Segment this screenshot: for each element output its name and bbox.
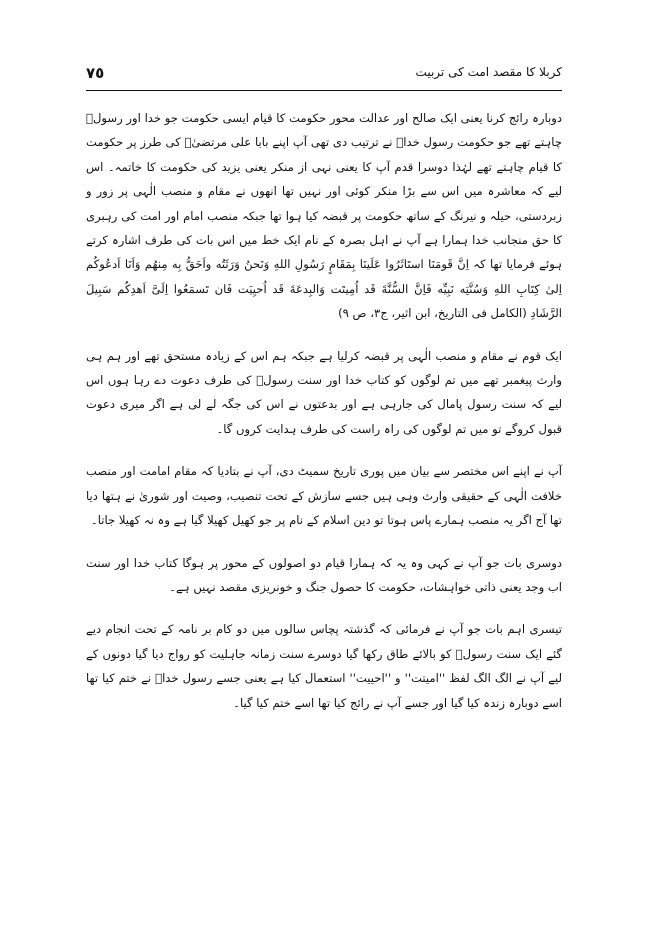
paragraph-3: [86, 459, 562, 532]
page-number: ٧٥: [86, 64, 105, 82]
paragraph-4: [86, 551, 562, 600]
paragraph-5: [86, 617, 562, 715]
header-divider: [86, 90, 562, 91]
citation: (الکامل فی التاریخ، ابن اثیر، ج۳، ص ۹): [338, 306, 527, 321]
paragraph-text: آپ نے اپنے اس مختصر سے بیان میں پوری تاریخ سمیٹ دی، آپ نے بتادیا کہ مقام امامت اور منصب خلافت الٰہی کے حقیقی وارث وہی ہیں جسے سازش کے تحت تنصیب، وصیت اور شوریٰ نے ہتھا دیا تھا آج اگر یہ منصب ہمارے پاس ہوتا تو دین اسلام کے نام پر جو کھیل کھیلا گیا ہے وہ نہ کھیلا جاتا۔: [86, 464, 562, 528]
arabic-quote: اِنَّ قَومَنَا استَاثَرُوا عَلَینَا بِمَقَامٍ رَسُولِ اللهِ وَنَحنُ وَرَثَتُه واَحَقُّ بِه مِنهُم وَاَنَا اَدعُوکُم اِلیٰ کِتَابِ اللهِ وَسُنَّتِه نَبِیِّه فَاِنَّ السُّنَّةَ قَد اُمِیتَت وَالبِدعَةَ قَد اُحیِیَت فَان تَسمَعُوا اِلَیَّ اَهدِکُم سَبِیلَ الرَّشَادِ: [86, 257, 562, 321]
page-body: [86, 106, 562, 733]
paragraph-text: ایک قوم نے مقام و منصب الٰہی پر قبضہ کرلیا ہے جبکہ ہم اس کے زیادہ مستحق تھے اور ہم ہی وارث پیغمبر تھے میں تم لوگوں کو کتاب خدا اور سنت رسولؐ کی طرف دعوت دے رہا ہوں اس لیے کہ سنت رسول پامال کی جارہی ہے اور بدعتوں نے اس کی جگہ لے لی ہے اگر میری دعوت قبول کروگے تو میں تم لوگوں کی راہ راست کی طرف ہدایت کروں گا۔: [86, 348, 562, 436]
paragraph-text: دوبارہ رائج کرنا یعنی ایک صالح اور عدالت محور حکومت کا قیام ایسی حکومت جو خدا اور رسولؐ چاہتے تھے جو حکومت رسول خداؐ نے ترتیب دی تھی آپ اپنے بابا علی مرتضیٰؑ کی طرز پر حکومت کا قیام چاہتے تھے لہٰذا دوسرا قدم آپ کا یعنی نہی از منکر یعنی یزید کی حکومت کا خاتمہ۔ اس لیے کہ معاشرہ میں اس سے بڑا منکر کوئی اور نہیں تھا انھوں نے مقام و منصب الٰہی پر زور و زبردستی، حیلہ و نیرنگ کے ساتھ حکومت پر قبضہ کیا ہوا تھا جبکہ منصب امام اور امت کی رہبری کا حق منجانب خدا ہمارا ہے آپ نے اہل بصرہ کے نام ایک خط میں اس بات کی طرف اشارہ کرتے ہوئے فرمایا تھا کہ: [86, 111, 562, 272]
paragraph-2: [86, 344, 562, 442]
paragraph-text: تیسری اہم بات جو آپ نے فرمائی کہ گذشتہ پچاس سالوں میں دو کام بر نامہ کے تحت انجام دیے گئے ایک سنت رسولؐ کو بالائے طاق رکھا گیا دوسرے سنت زمانہ جاہلیت کو رواج دیا گیا دونوں کے لیے آپ نے الگ الگ لفظ ''امیتت'' و ''احییت'' استعمال کیا ہے یعنی جسے رسول خداؐ نے ختم کیا تھا اسے دوبارہ زندہ کیا گیا اور جسے آپ نے رائج کیا تھا اسے ختم کیا گیا۔: [86, 622, 562, 710]
paragraph-1: [86, 106, 562, 326]
page-header: [86, 62, 562, 88]
paragraph-text: دوسری بات جو آپ نے کہی وہ یہ کہ ہمارا قیام دو اصولوں کے محور پر ہوگا کتاب خدا اور سنت اب وجد یعنی ذاتی خواہشات، حکومت کا حصول جنگ و خونریزی مقصد نہیں ہے۔: [86, 555, 562, 594]
running-title: کربلا کا مقصد امت کی تربیت: [415, 65, 562, 79]
